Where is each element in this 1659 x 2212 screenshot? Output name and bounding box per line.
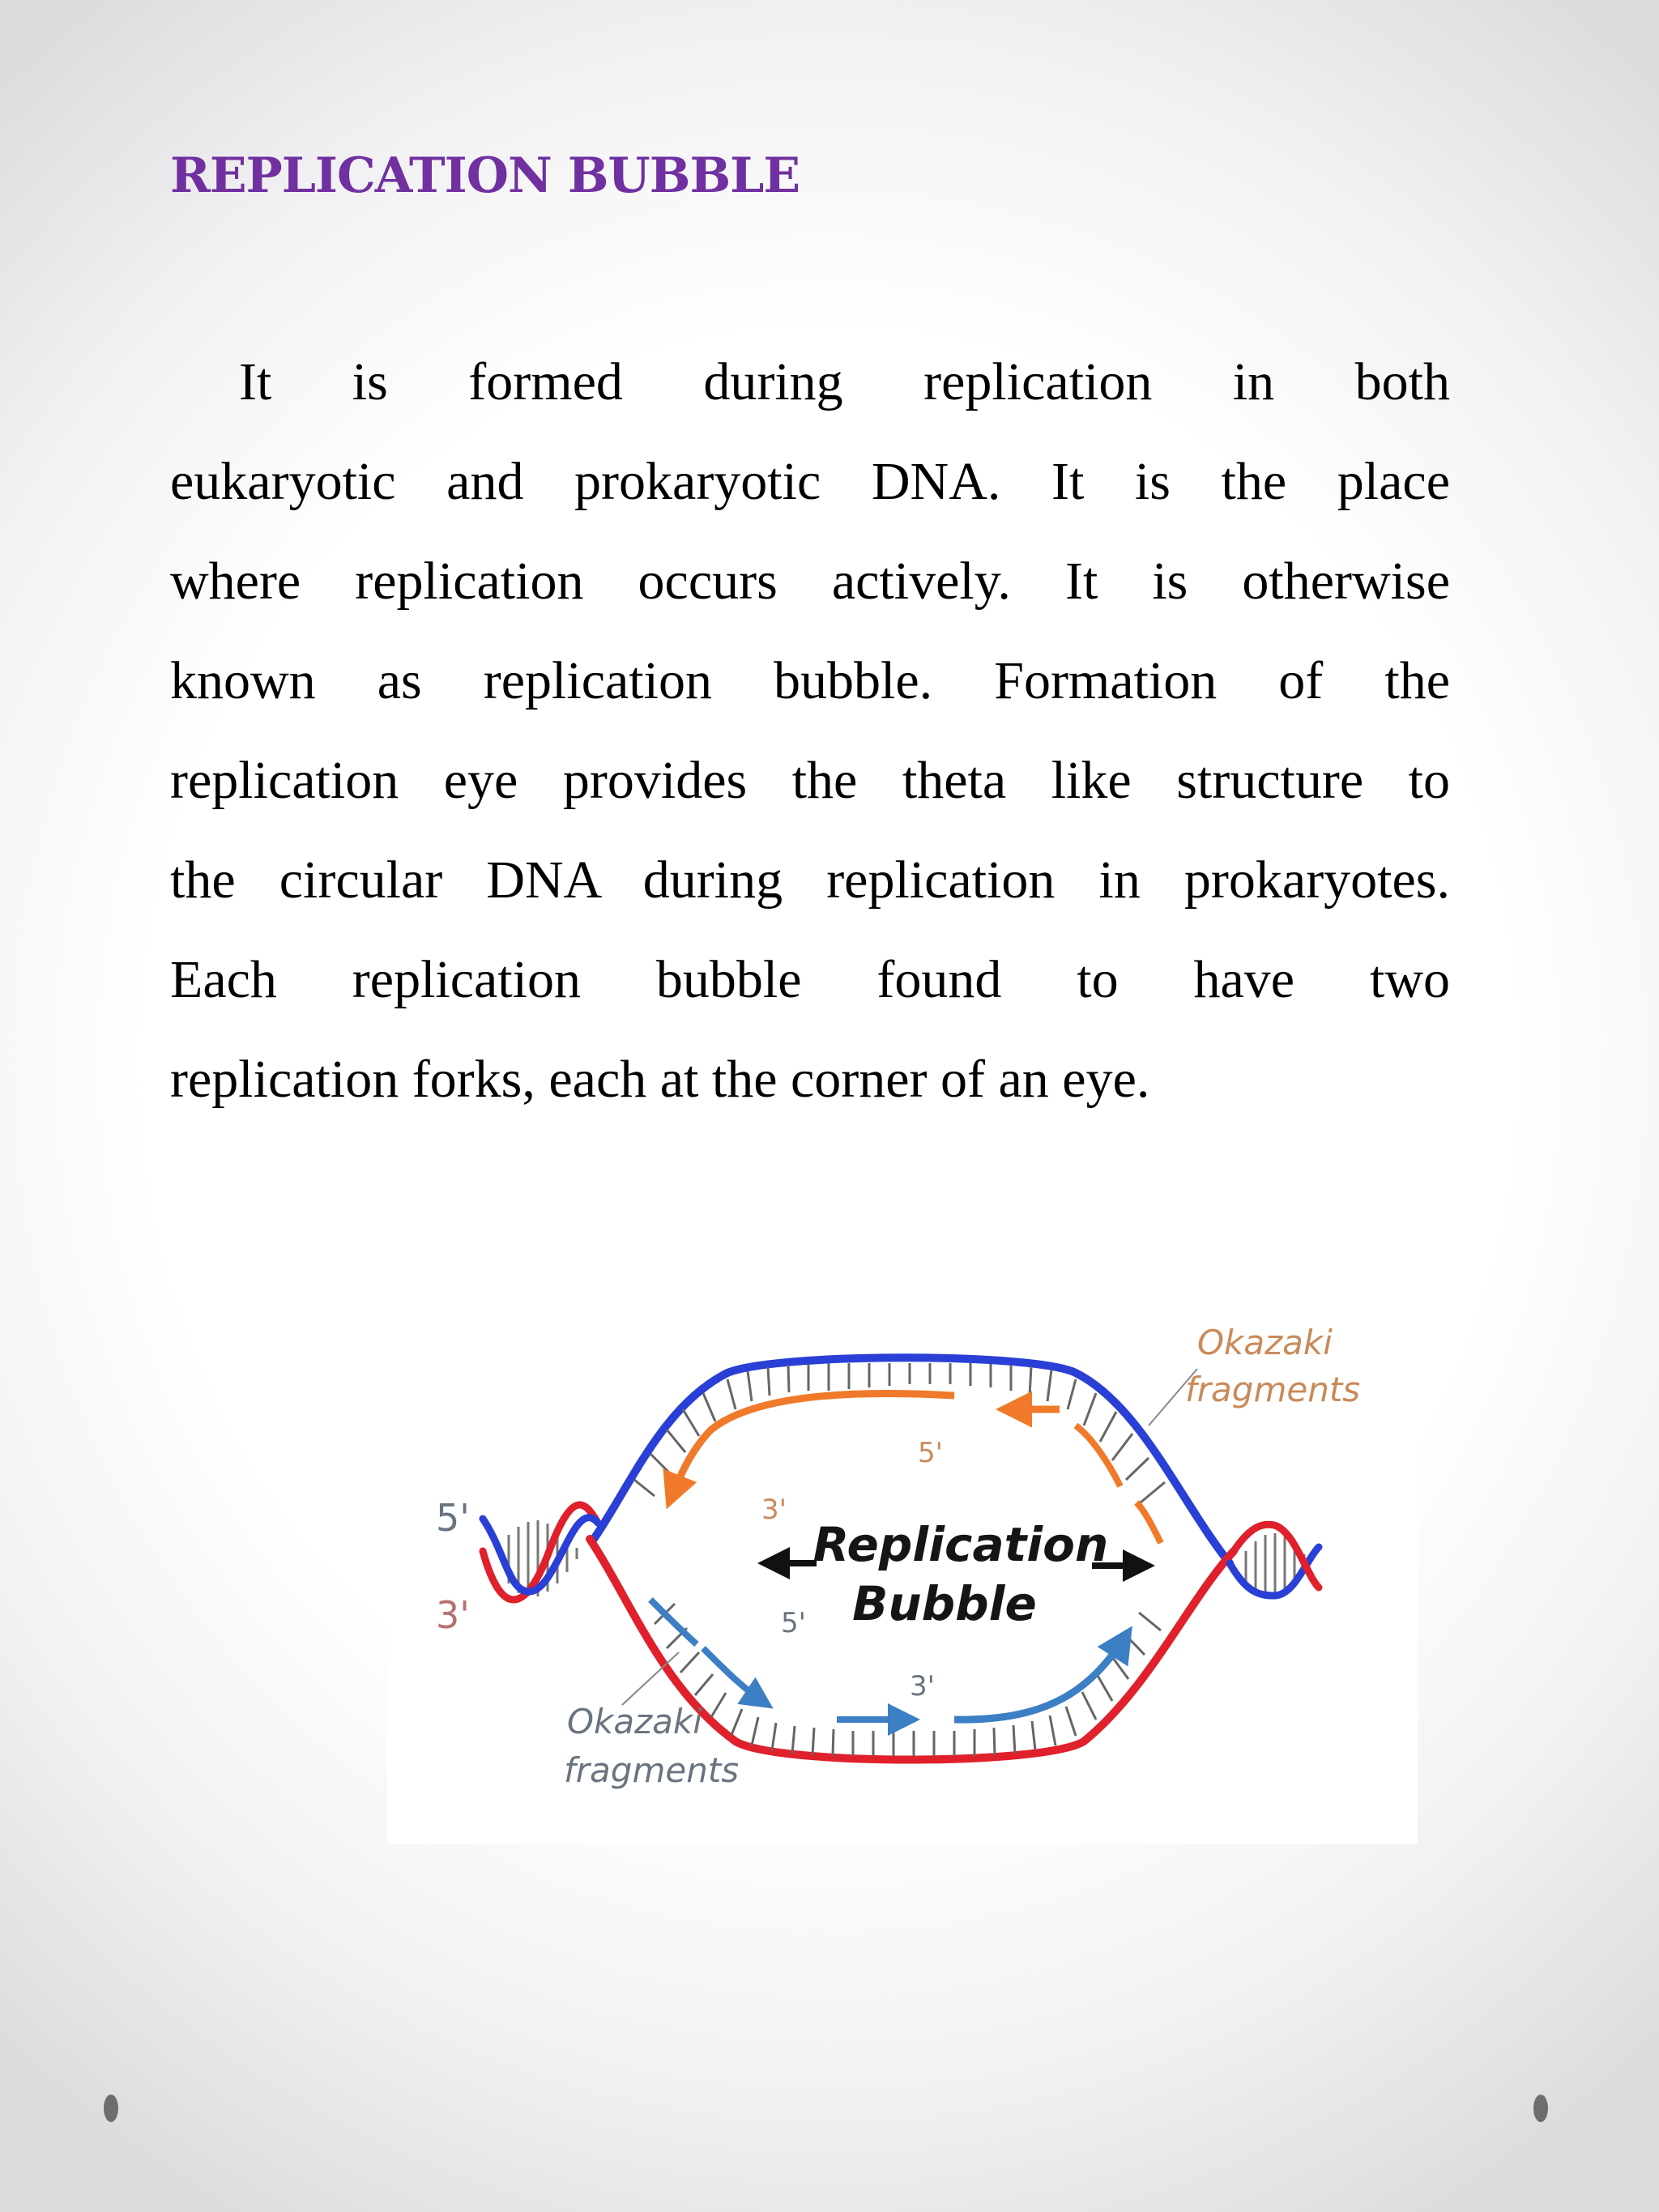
bottom-okazaki-fragment xyxy=(703,1648,768,1705)
okazaki-top-label-line2: fragments xyxy=(1185,1370,1361,1409)
okazaki-bottom-label-line1: Okazaki xyxy=(567,1702,702,1741)
center-label-line1: Replication xyxy=(812,1517,1109,1572)
paragraph-line: where replication occurs actively. It is otherwise xyxy=(170,552,1450,611)
top-okazaki-fragment xyxy=(1076,1426,1120,1486)
paragraph-line: the circular DNA during replication in prokaryotes. xyxy=(170,850,1450,910)
paragraph-line: known as replication bubble. Formation of the xyxy=(170,651,1450,710)
top-new-strand-orange xyxy=(669,1393,954,1502)
left-5prime-label: 5' xyxy=(436,1496,470,1540)
slide-nav-dot-left xyxy=(104,2095,118,2122)
paragraph-line: eukaryotic and prokaryotic DNA. It is the place xyxy=(170,452,1450,511)
replication-bubble-diagram xyxy=(387,1308,1418,1844)
paragraph-line: Each replication bubble found to have two xyxy=(170,950,1450,1009)
left-blue-strand xyxy=(483,1518,598,1592)
inner-5prime-bottom-label: 5' xyxy=(781,1607,806,1639)
left-3prime-label: 3' xyxy=(436,1593,470,1637)
inner-3prime-top-label: 3' xyxy=(761,1494,787,1526)
top-okazaki-fragment xyxy=(1137,1502,1161,1543)
inner-5prime-top-label: 5' xyxy=(918,1437,943,1469)
paragraph-line: replication eye provides the theta like structure to xyxy=(170,751,1450,810)
bottom-new-strand-blue xyxy=(954,1632,1128,1720)
slide-title: REPLICATION BUBBLE xyxy=(170,147,800,204)
center-label-line2: Bubble xyxy=(852,1576,1037,1631)
okazaki-top-label-line1: Okazaki xyxy=(1197,1323,1333,1362)
inner-3prime-bottom-label: 3' xyxy=(910,1670,935,1703)
paragraph-line: It is formed during replication in both xyxy=(239,352,1450,411)
paragraph-line: replication forks, each at the corner of an eye. xyxy=(170,1050,1150,1109)
slide-nav-dot-right xyxy=(1533,2095,1548,2122)
okazaki-bottom-label-line2: fragments xyxy=(564,1750,740,1790)
body-paragraph xyxy=(170,332,1450,1129)
